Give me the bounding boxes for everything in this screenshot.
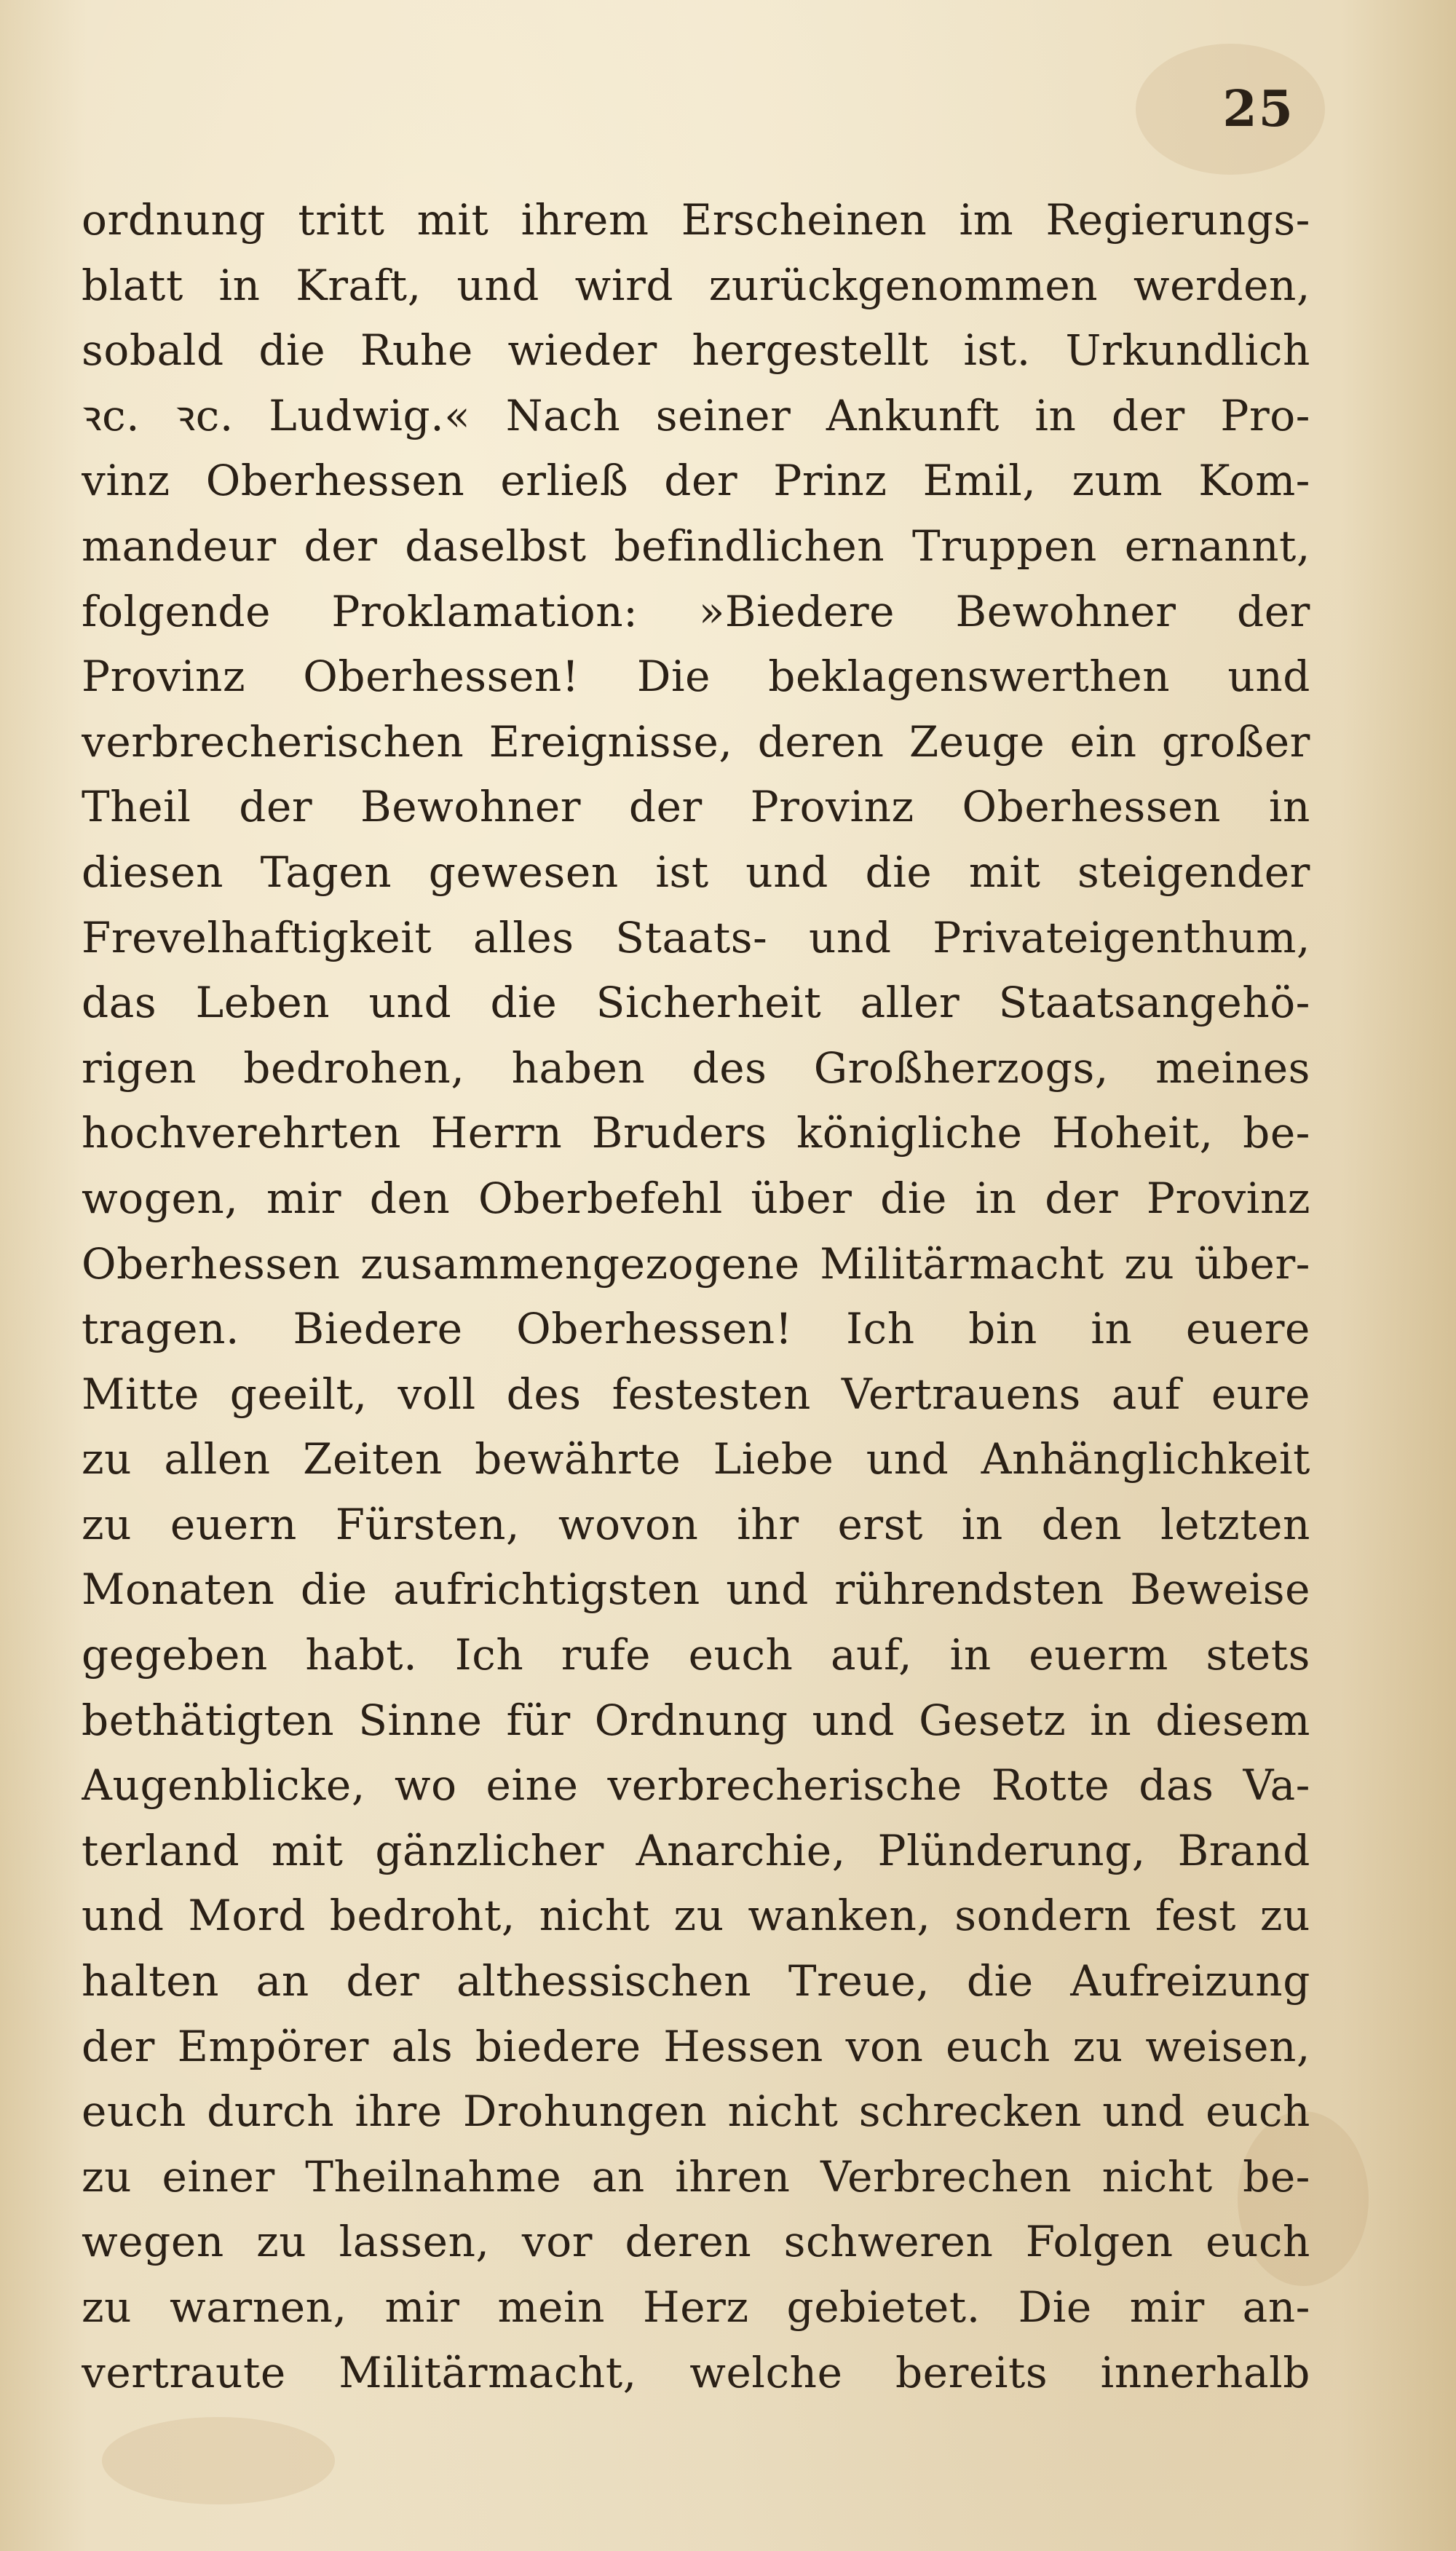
text-line: Mitte geeilt, voll des festesten Vertrauens auf eure [82, 1369, 1310, 1419]
text-line: folgende Proklamation: »Biedere Bewohner der [82, 586, 1310, 636]
text-line: wegen zu lassen, vor deren schweren Folgen euch [82, 2217, 1310, 2267]
text-line: blatt in Kraft, und wird zurückgenommen werden, [82, 260, 1310, 310]
text-line: ꝛc. ꝛc. Ludwig.« Nach seiner Ankunft in der Pro- [82, 390, 1310, 440]
text-line: und Mord bedroht, nicht zu wanken, sondern fest zu [82, 1891, 1310, 1941]
text-line: das Leben und die Sicherheit aller Staatsangehö- [82, 978, 1310, 1028]
text-line: tragen. Biedere Oberhessen! Ich bin in euere [82, 1304, 1310, 1354]
body-text [82, 188, 1310, 2405]
text-line: Theil der Bewohner der Provinz Oberhessen in [82, 782, 1310, 832]
text-line: Augenblicke, wo eine verbrecherische Rotte das Va- [82, 1760, 1310, 1811]
text-line: Monaten die aufrichtigsten und rührendsten Beweise [82, 1565, 1310, 1615]
text-line: Oberhessen zusammengezogene Militärmacht zu über- [82, 1238, 1310, 1289]
text-line: Frevelhaftigkeit alles Staats- und Privateigenthum, [82, 912, 1310, 962]
text-line: Provinz Oberhessen! Die beklagenswerthen und [82, 652, 1310, 702]
page-number: 25 [1222, 80, 1294, 138]
text-line: wogen, mir den Oberbefehl über die in der Provinz [82, 1173, 1310, 1223]
text-line: vinz Oberhessen erließ der Prinz Emil, zum Kom- [82, 456, 1310, 506]
text-line: der Empörer als biedere Hessen von euch zu weisen, [82, 2021, 1310, 2071]
text-line: ordnung tritt mit ihrem Erscheinen im Regierungs- [82, 195, 1310, 245]
text-line: halten an der althessischen Treue, die Aufreizung [82, 1956, 1310, 2006]
text-line: rigen bedrohen, haben des Großherzogs, meines [82, 1043, 1310, 1093]
text-line: vertraute Militärmacht, welche bereits innerhalb [82, 2347, 1310, 2397]
paper-stain [102, 2417, 335, 2504]
text-line: zu allen Zeiten bewährte Liebe und Anhänglichkeit [82, 1434, 1310, 1484]
text-line: hochverehrten Herrn Bruders königliche Hoheit, be- [82, 1108, 1310, 1158]
text-line: gegeben habt. Ich rufe euch auf, in euerm stets [82, 1630, 1310, 1680]
text-line: bethätigten Sinne für Ordnung und Gesetz in diesem [82, 1695, 1310, 1745]
text-line: zu euern Fürsten, wovon ihr erst in den letzten [82, 1499, 1310, 1549]
text-line: verbrecherischen Ereignisse, deren Zeuge ein großer [82, 716, 1310, 767]
text-line: mandeur der daselbst befindlichen Truppen ernannt, [82, 521, 1310, 571]
text-line: euch durch ihre Drohungen nicht schrecken und euch [82, 2087, 1310, 2137]
text-line: zu warnen, mir mein Herz gebietet. Die mir an- [82, 2282, 1310, 2332]
text-line: diesen Tagen gewesen ist und die mit steigender [82, 847, 1310, 897]
text-line: sobald die Ruhe wieder hergestellt ist. Urkundlich [82, 325, 1310, 376]
text-line: zu einer Theilnahme an ihren Verbrechen nicht be- [82, 2151, 1310, 2202]
text-line: terland mit gänzlicher Anarchie, Plünderung, Brand [82, 1825, 1310, 1875]
